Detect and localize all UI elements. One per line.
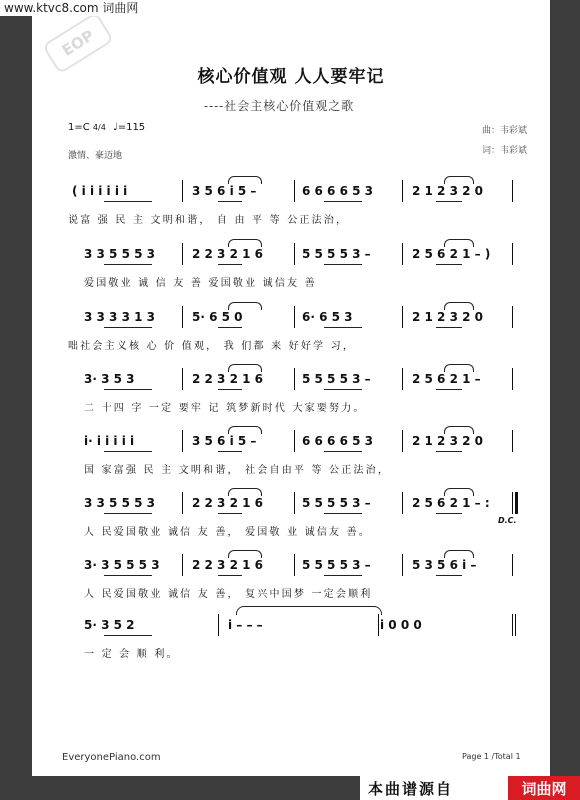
barline [182, 368, 183, 390]
note-measure: 3· 3 5 5 5 3 [84, 558, 160, 572]
note-measure: 2 2 3 2 1 6 [192, 558, 263, 572]
note-measure: 2 5 6 2 1 – : [412, 496, 490, 510]
source-logo[interactable]: 词曲网 [508, 776, 580, 800]
note-line [32, 492, 550, 525]
beam-line [104, 635, 152, 636]
beam-line [218, 201, 242, 202]
note-measure: 3 5 6 i 5 – [192, 184, 257, 198]
barline [402, 430, 403, 452]
note-measure: 2 5 6 2 1 – [412, 372, 481, 386]
barline [402, 306, 403, 328]
note-measure: 6 6 6 6 5 3 [302, 434, 373, 448]
composer-credit: 曲：韦彩斌 [482, 126, 528, 136]
source-label: 本曲谱源自 [368, 779, 454, 798]
da-capo-mark: D.C. [498, 516, 517, 525]
lyric-line: 人 民爱国敬业 诚信 友 善， 爱国敬 业 诚信友 善。 [84, 527, 372, 538]
beam-line [324, 389, 362, 390]
barline [218, 614, 219, 636]
barline [512, 243, 513, 265]
barline [512, 614, 513, 636]
note-measure: 5 5 5 5 3 – [302, 247, 371, 261]
barline [402, 368, 403, 390]
beam-line [436, 575, 462, 576]
note-measure: 2 1 2 3 2 0 [412, 310, 483, 324]
beam-line [218, 513, 242, 514]
note-measure: 6 6 6 6 5 3 [302, 184, 373, 198]
note-measure: 3 3 3 3 1 3 [84, 310, 155, 324]
beam-line [436, 389, 462, 390]
barline [512, 554, 513, 576]
time-signature: 4/4 [92, 123, 106, 132]
note-measure: i – – – [228, 618, 263, 632]
note-line [32, 614, 550, 640]
barline [512, 430, 513, 452]
beam-line [218, 575, 242, 576]
beam-line [324, 451, 362, 452]
beam-line [324, 513, 362, 514]
song-title: 核心价值观 人人要牢记 [197, 67, 385, 87]
score-row [32, 614, 550, 674]
note-measure: 2 2 3 2 1 6 [192, 247, 263, 261]
slur-mark [444, 176, 474, 184]
beam-line [218, 451, 242, 452]
beam-line [104, 575, 152, 576]
lyricist-credit: 词：韦彩斌 [482, 146, 528, 156]
barline [294, 306, 295, 328]
note-measure: 2 5 6 2 1 – ) [412, 247, 491, 261]
key-signature: 1=C [68, 122, 90, 133]
barline [512, 492, 513, 514]
barline [512, 306, 513, 328]
beam-line [104, 389, 152, 390]
note-measure: 3· 3 5 3 [84, 372, 135, 386]
slur-mark [444, 426, 474, 434]
slur-mark [444, 488, 474, 496]
note-measure: 5· 3 5 2 [84, 618, 135, 632]
barline [182, 306, 183, 328]
barline [515, 492, 518, 514]
barline [378, 614, 379, 636]
score-row [32, 492, 550, 552]
barline [182, 492, 183, 514]
slur-mark [228, 239, 262, 247]
note-measure: 2 2 3 2 1 6 [192, 372, 263, 386]
note-measure: ( i i i i i i [72, 184, 128, 198]
note-measure: 3 3 5 5 5 3 [84, 247, 155, 261]
note-measure: 2 1 2 3 2 0 [412, 434, 483, 448]
note-measure: 3 5 6 i 5 – [192, 434, 257, 448]
barline [294, 180, 295, 202]
score-row [32, 180, 550, 240]
slur-mark [228, 550, 262, 558]
footer-site[interactable]: EveryonePiano.com [62, 752, 161, 763]
slur-mark [228, 426, 262, 434]
note-measure: 3 3 5 5 5 3 [84, 496, 155, 510]
beam-line [324, 575, 362, 576]
note-measure: 5 5 5 5 3 – [302, 372, 371, 386]
beam-line [104, 201, 152, 202]
barline [182, 243, 183, 265]
barline [512, 368, 513, 390]
lyric-line: 咄社会主义核 心 价 值观， 我 们都 来 好好学 习， [68, 341, 356, 352]
barline [294, 492, 295, 514]
beam-line [324, 201, 362, 202]
beam-line [324, 264, 362, 265]
lyric-line: 人 民爱国敬业 诚信 友 善， 复兴中国梦 一定会顺利 [84, 589, 373, 600]
note-measure: i 0 0 0 [380, 618, 422, 632]
beam-line [436, 513, 462, 514]
note-line [32, 430, 550, 456]
note-line [32, 243, 550, 269]
tempo-marking: ♩=115 [112, 122, 146, 133]
beam-line [324, 327, 362, 328]
barline [402, 243, 403, 265]
note-measure: 2 1 2 3 2 0 [412, 184, 483, 198]
barline [515, 614, 516, 636]
score-row [32, 430, 550, 490]
beam-line [104, 451, 152, 452]
barline [402, 554, 403, 576]
note-measure: 5 5 5 5 3 – [302, 558, 371, 572]
barline [294, 368, 295, 390]
key-tempo-line [68, 122, 145, 133]
slur-mark [228, 176, 262, 184]
lyric-line: 说富 强 民 主 文明和谐， 自 由 平 等 公正法治， [68, 215, 349, 226]
beam-line [436, 327, 462, 328]
note-measure: 5 5 5 5 3 – [302, 496, 371, 510]
note-measure: 6· 6 5 3 [302, 310, 353, 324]
note-measure: 5· 6 5 0 [192, 310, 243, 324]
barline [512, 180, 513, 202]
note-measure: 2 2 3 2 1 6 [192, 496, 263, 510]
note-line [32, 306, 550, 332]
beam-line [104, 513, 152, 514]
tie-arc [236, 606, 382, 615]
lyric-line: 二 十四 字 一定 要牢 记 筑梦新时代 大家要努力。 [84, 403, 366, 414]
lyric-line: 一 定 会 顺 利。 [84, 649, 179, 660]
score-row [32, 243, 550, 303]
expression-marking: 激情、豪迈地 [68, 151, 123, 161]
beam-line [104, 327, 152, 328]
beam-line [218, 264, 242, 265]
score-row [32, 368, 550, 428]
site-url[interactable]: www.ktvc8.com 词曲网 [0, 0, 142, 16]
source-banner[interactable] [360, 776, 580, 800]
note-line [32, 180, 550, 206]
barline [294, 430, 295, 452]
barline [182, 180, 183, 202]
note-measure: 5 3 5 6 i – [412, 558, 477, 572]
slur-mark [444, 364, 474, 372]
note-measure: i· i i i i i [84, 434, 135, 448]
song-subtitle: ----社会主核心价值观之歌 [204, 99, 355, 113]
eop-watermark: EOP [42, 12, 114, 75]
slur-mark [444, 302, 474, 310]
slur-mark [228, 302, 262, 310]
barline [294, 554, 295, 576]
slur-mark [444, 239, 474, 247]
beam-line [104, 264, 152, 265]
slur-mark [228, 488, 262, 496]
beam-line [218, 389, 242, 390]
slur-mark [444, 550, 474, 558]
score-page [32, 0, 550, 776]
note-line [32, 368, 550, 394]
barline [402, 492, 403, 514]
barline [294, 243, 295, 265]
footer-page-count: Page 1 /Total 1 [462, 752, 521, 761]
slur-mark [228, 364, 262, 372]
score-row [32, 306, 550, 366]
note-line [32, 554, 550, 580]
lyric-line: 国 家富强 民 主 文明和谐， 社会自由平 等 公正法治， [84, 465, 391, 476]
score-row [32, 554, 550, 614]
beam-line [436, 451, 462, 452]
barline [182, 430, 183, 452]
barline [182, 554, 183, 576]
barline [402, 180, 403, 202]
beam-line [218, 327, 242, 328]
beam-line [436, 201, 462, 202]
beam-line [436, 264, 462, 265]
lyric-line: 爱国敬业 诚 信 友 善 爱国敬业 诚信友 善 [84, 278, 317, 289]
